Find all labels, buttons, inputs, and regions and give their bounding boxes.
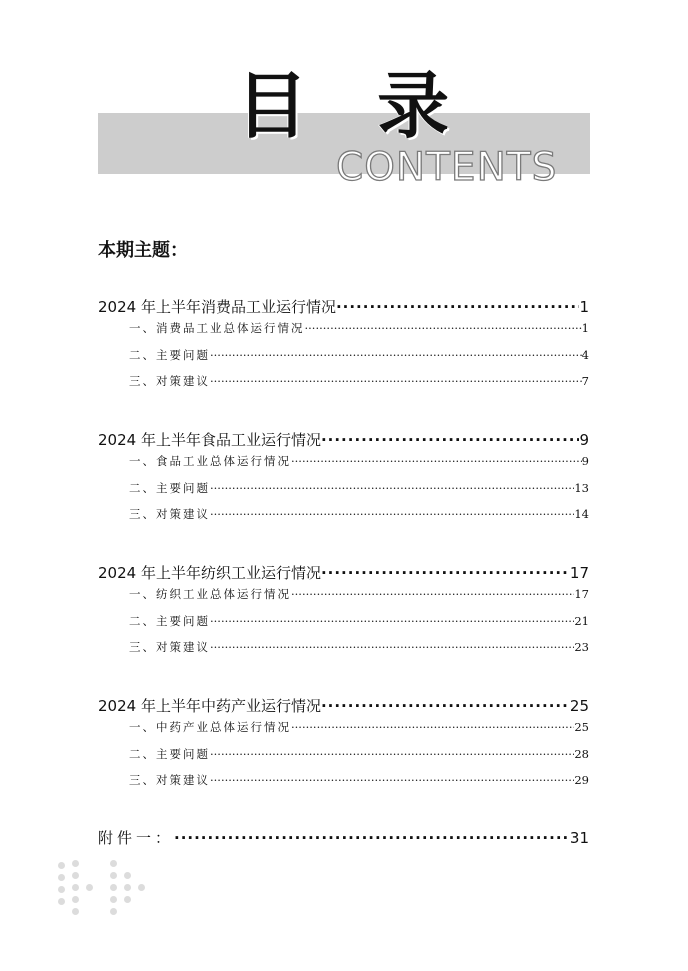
toc-item-label: 一、中药产业总体运行情况 — [129, 720, 291, 734]
toc-page-number: 25 — [569, 697, 589, 715]
toc-item-label: 一、纺织工业总体运行情况 — [129, 587, 291, 601]
dot-leader — [291, 454, 582, 468]
toc-item-label: 一、消费品工业总体运行情况 — [129, 321, 305, 335]
toc-page-number: 9 — [581, 454, 589, 468]
dot-leader — [321, 697, 570, 715]
toc-entry-section-3[interactable] — [98, 562, 589, 586]
toc-entry[interactable] — [98, 719, 589, 746]
toc-page-number: 9 — [579, 431, 589, 449]
toc-entry[interactable] — [98, 586, 589, 613]
toc-page-number: 1 — [579, 298, 589, 316]
toc-item-label: 二、主要问题 — [129, 613, 210, 628]
toc-page-number: 7 — [581, 374, 589, 388]
toc-entry-annex[interactable] — [98, 827, 589, 848]
dot-leader — [210, 348, 582, 362]
toc-section-title: 2024 年上半年食品工业运行情况 — [98, 431, 321, 449]
toc-page-number: 17 — [574, 587, 589, 601]
toc-item-label: 三、对策建议 — [129, 507, 210, 521]
toc-section-4 — [98, 695, 589, 799]
toc-page-number: 23 — [574, 640, 589, 654]
toc-page-number: 28 — [574, 746, 589, 761]
toc-page-number: 17 — [569, 564, 589, 582]
toc-item-label: 二、主要问题 — [129, 347, 210, 362]
toc-item-label: 一、食品工业总体运行情况 — [129, 454, 291, 468]
dot-leader — [210, 747, 574, 761]
toc-entry-section-2[interactable] — [98, 429, 589, 453]
toc-section-title: 2024 年上半年消费品工业运行情况 — [98, 298, 336, 316]
dot-leader — [291, 720, 574, 734]
toc-entry[interactable] — [98, 347, 589, 374]
toc-page-number: 1 — [581, 321, 589, 335]
dot-leader — [210, 773, 574, 787]
dot-leader — [321, 564, 570, 582]
toc-item-label: 三、对策建议 — [129, 773, 210, 787]
toc-entry[interactable] — [98, 506, 589, 533]
dot-leader — [210, 374, 582, 388]
toc-entry[interactable] — [98, 772, 589, 799]
toc-page-number: 14 — [574, 507, 589, 521]
dot-leader — [174, 829, 570, 847]
toc-page-number: 25 — [574, 720, 589, 734]
toc-entry[interactable] — [98, 613, 589, 640]
toc-entry[interactable] — [98, 480, 589, 507]
dot-leader — [210, 481, 574, 495]
toc-page-number: 29 — [574, 773, 589, 787]
toc-section-3 — [98, 562, 589, 666]
dot-leader — [336, 298, 580, 316]
dot-leader — [321, 431, 580, 449]
dot-leader — [305, 321, 582, 335]
page-title: 目 录 — [236, 63, 472, 148]
toc-section-title: 2024 年上半年中药产业运行情况 — [98, 697, 321, 715]
toc-entry[interactable] — [98, 320, 589, 347]
toc-item-label: 三、对策建议 — [129, 640, 210, 654]
dot-leader — [210, 640, 574, 654]
toc-section-2 — [98, 429, 589, 533]
toc-annex — [98, 827, 589, 848]
toc-page-number: 21 — [574, 613, 589, 628]
dot-leader — [210, 614, 574, 628]
annex-label: 附件一： — [98, 829, 175, 847]
toc-item-label: 二、主要问题 — [129, 746, 210, 761]
toc-entry[interactable] — [98, 639, 589, 666]
toc-section-1 — [98, 296, 589, 400]
toc-section-title: 2024 年上半年纺织工业运行情况 — [98, 564, 321, 582]
toc-item-label: 三、对策建议 — [129, 374, 210, 388]
toc-page-number: 4 — [581, 347, 589, 362]
toc-entry-section-4[interactable] — [98, 695, 589, 719]
toc-entry[interactable] — [98, 453, 589, 480]
dot-leader — [210, 507, 574, 521]
page-subtitle: CONTENTS — [336, 145, 558, 190]
toc-page-number: 13 — [574, 480, 589, 495]
toc-entry[interactable] — [98, 746, 589, 773]
toc-entry[interactable] — [98, 373, 589, 400]
toc-item-label: 二、主要问题 — [129, 480, 210, 495]
toc-entry-section-1[interactable] — [98, 296, 589, 320]
toc-page-number: 31 — [569, 829, 589, 847]
dot-leader — [291, 587, 574, 601]
issue-label: 本期主题： — [98, 240, 188, 261]
